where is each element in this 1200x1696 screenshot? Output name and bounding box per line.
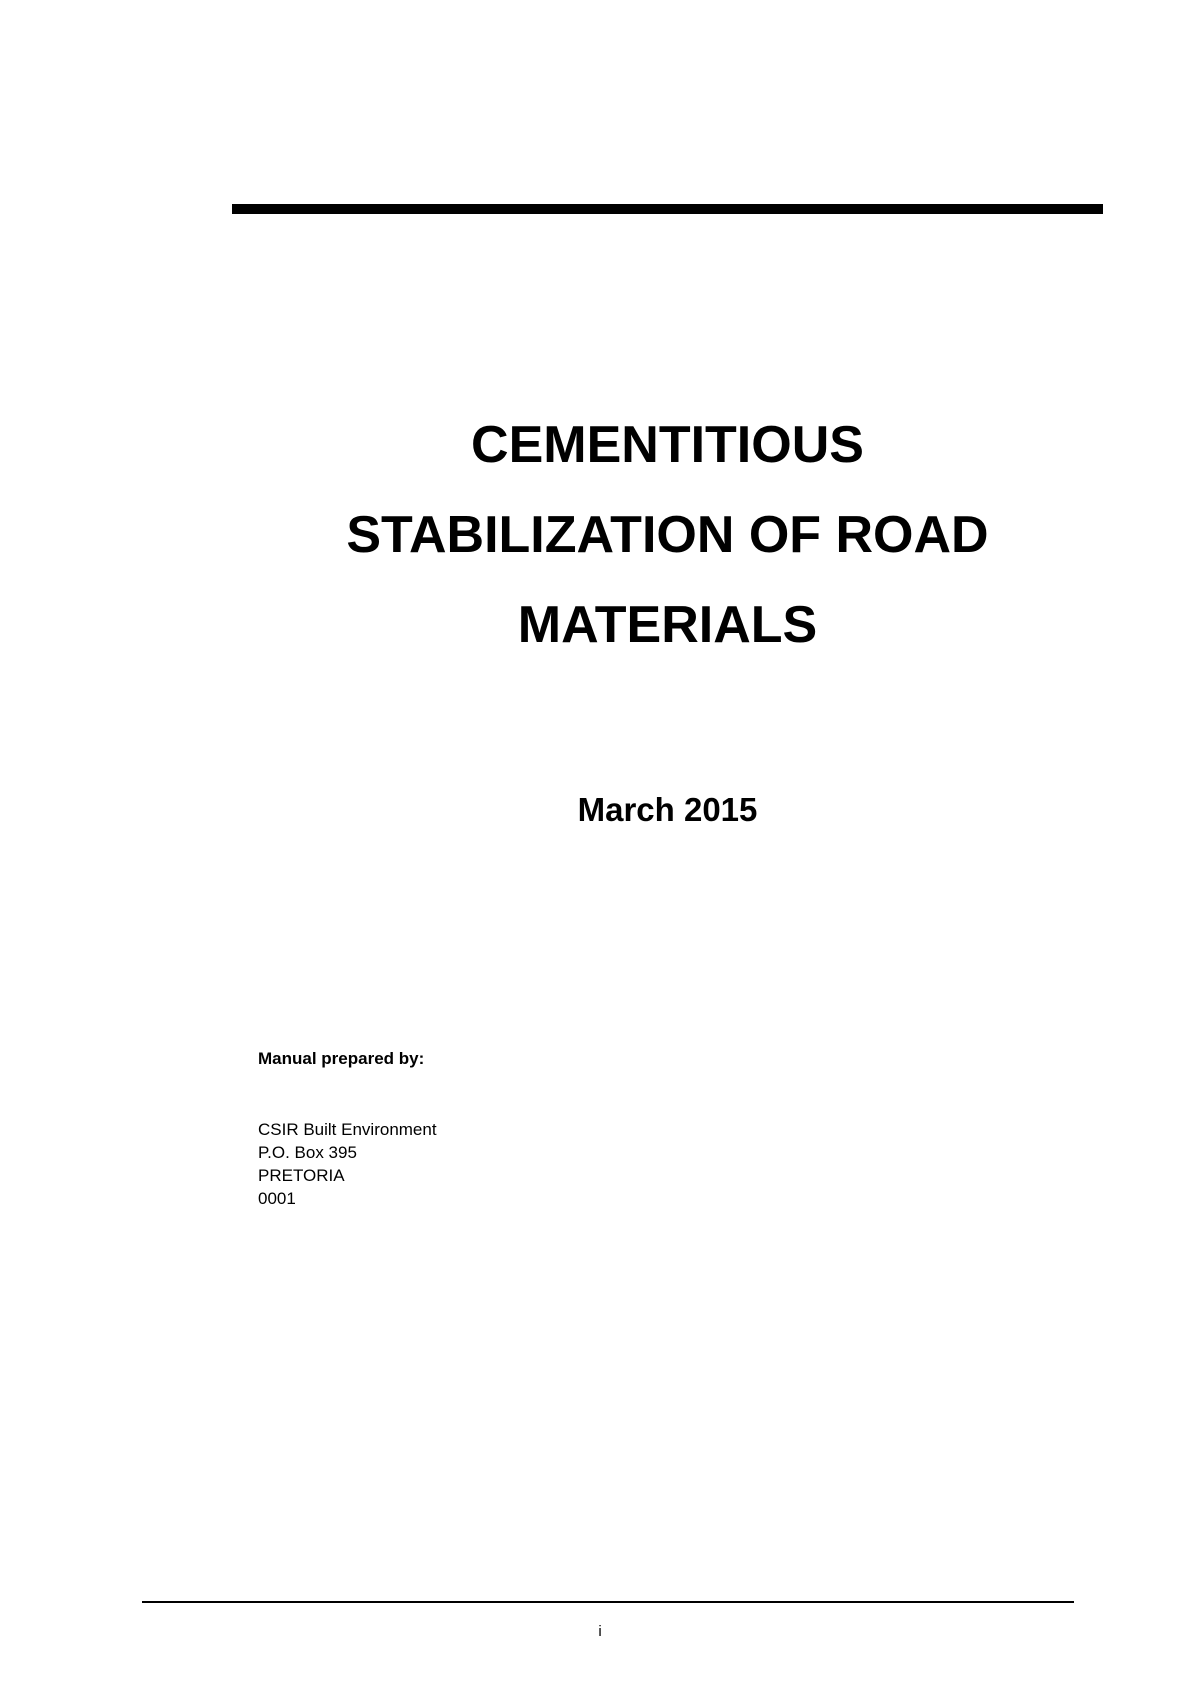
address-line-postal-code: 0001	[258, 1189, 296, 1208]
publisher-address	[258, 1118, 437, 1210]
address-line-city: PRETORIA	[258, 1166, 345, 1185]
address-line-po-box: P.O. Box 395	[258, 1143, 357, 1162]
prepared-by-label: Manual prepared by:	[258, 1049, 425, 1068]
title-line-1: CEMENTITIOUS	[471, 416, 864, 474]
address-line-organization: CSIR Built Environment	[258, 1120, 437, 1139]
footer-divider-rule	[142, 1601, 1074, 1603]
document-title	[232, 400, 1103, 670]
publication-date: March 2015	[577, 791, 758, 828]
title-line-3: MATERIALS	[517, 596, 818, 654]
page-number: i	[598, 1623, 602, 1640]
title-line-2: STABILIZATION OF ROAD	[346, 506, 989, 564]
top-divider-rule	[232, 204, 1103, 214]
